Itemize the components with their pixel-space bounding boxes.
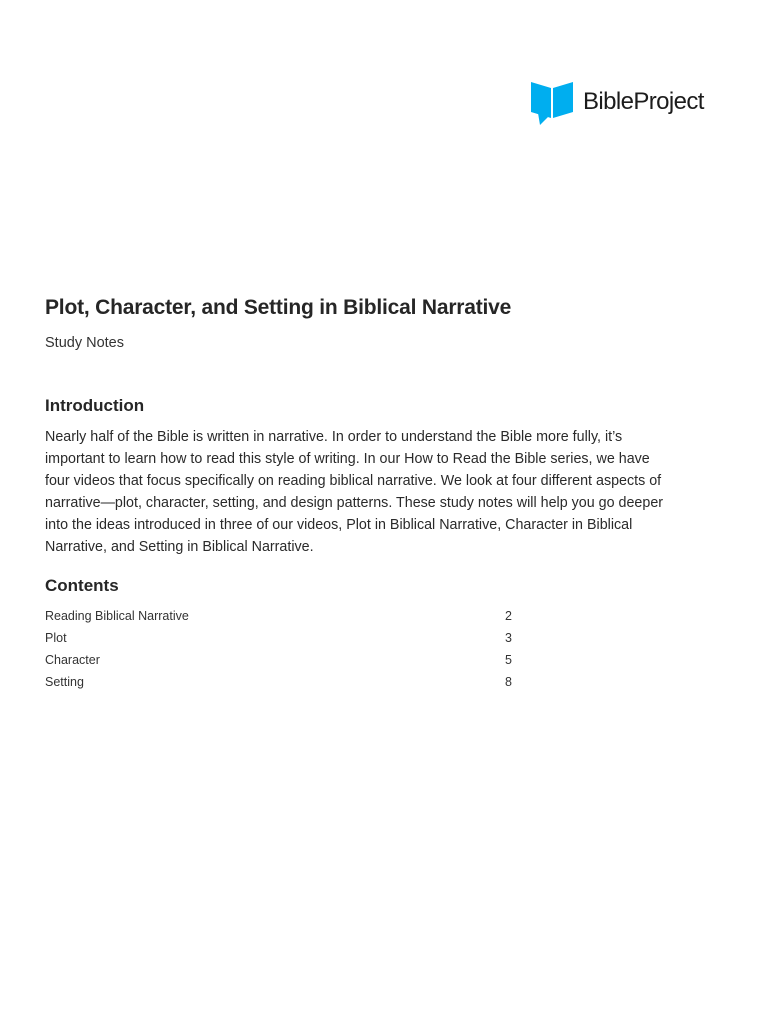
toc-entry-plot[interactable] xyxy=(45,627,515,649)
toc-entry-character[interactable] xyxy=(45,649,515,671)
toc-entry-label: Reading Biblical Narrative xyxy=(45,609,189,623)
toc-entry-label: Plot xyxy=(45,631,67,645)
toc-entry-label: Character xyxy=(45,653,100,667)
bibleproject-logo xyxy=(530,80,704,126)
page-subtitle: Study Notes xyxy=(45,335,124,351)
table-of-contents xyxy=(45,605,515,693)
toc-entry-label: Setting xyxy=(45,675,84,689)
introduction-paragraph: Nearly half of the Bible is written in narrative. In order to understand the Bible more fully, it’s important to learn how to read this style of writing. In our How to Read the Bible series, we have four videos that focus specifically on reading biblical narrative. We look at four different aspects of narrative—plot, character, setting, and design patterns. These study notes will help you go deeper into the ideas introduced in three of our videos, Plot in Biblical Narrative, Character in Biblical Narrative, and Setting in Biblical Narrative. xyxy=(45,429,664,555)
toc-entry-reading-biblical-narrative[interactable] xyxy=(45,605,515,627)
toc-entry-page-number: 8 xyxy=(505,675,512,689)
page-title: Plot, Character, and Setting in Biblical Narrative xyxy=(45,296,512,319)
contents-heading: Contents xyxy=(45,576,119,595)
toc-entry-page-number: 2 xyxy=(505,609,512,623)
toc-entry-setting[interactable] xyxy=(45,671,515,693)
toc-entry-page-number: 5 xyxy=(505,653,512,667)
introduction-heading: Introduction xyxy=(45,396,145,415)
open-book-logo-icon xyxy=(530,80,574,126)
toc-entry-page-number: 3 xyxy=(505,631,512,645)
brand-name: BibleProject xyxy=(583,87,704,115)
